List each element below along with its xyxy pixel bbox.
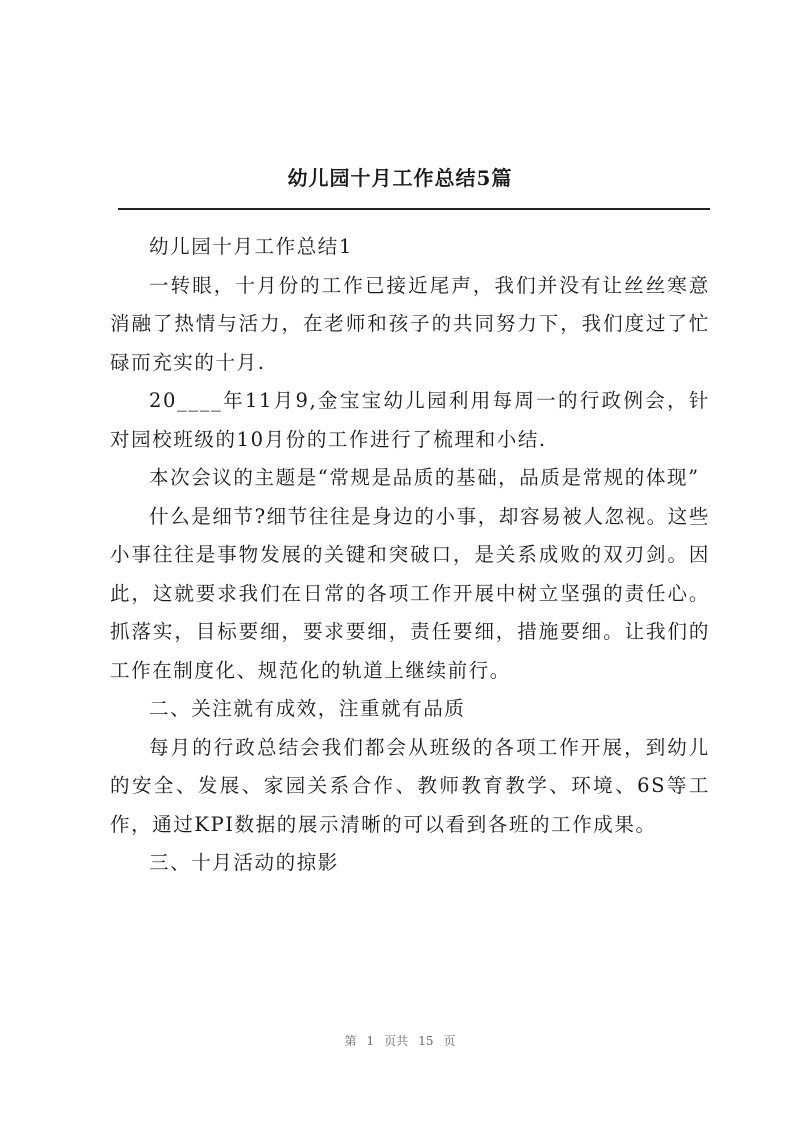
paragraph-meeting-date: 20____年11月9,金宝宝幼儿园利用每周一的行政例会，针对园校班级的10月份的工作进行了梳理和小结. [110,389,710,451]
footer-prefix: 第 [344,1034,357,1048]
footer-total-pages: 15 [418,1034,434,1048]
section-heading-3: 三、十月活动的掠影 [149,851,339,874]
document-body [110,228,710,883]
section-heading-1: 幼儿园十月工作总结1 [149,235,353,258]
footer-page-number: 1 [366,1034,375,1048]
paragraph-meeting-theme: 本次会议的主题是“常规是品质的基础，品质是常规的体现” [149,466,700,489]
page-footer [0,1032,800,1049]
document-title: 幼儿园十月工作总结5篇 [287,166,513,190]
footer-suffix: 页 [443,1034,456,1048]
section-heading-2: 二、关注就有成效，注重就有品质 [149,697,466,720]
paragraph-details: 什么是细节?细节往往是身边的小事，却容易被人忽视。这些小事往往是事物发展的关键和突破口，是关系成败的双刃剑。因此，这就要求我们在日常的各项工作开展中树立坚强的责任心。抓落实，目标要细，要求要细，责任要细，措施要细。让我们的工作在制度化、规范化的轨道上继续前行。 [110,504,710,682]
title-divider [118,208,710,210]
paragraph-intro: 一转眼，十月份的工作已接近尾声，我们并没有让丝丝寒意消融了热情与活力，在老师和孩子的共同努力下，我们度过了忙碌而充实的十月. [110,273,710,374]
footer-mid: 页共 [384,1034,409,1048]
paragraph-monthly-review: 每月的行政总结会我们都会从班级的各项工作开展，到幼儿的安全、发展、家园关系合作、教师教育教学、环境、6S等工作，通过KPI数据的展示清晰的可以看到各班的工作成果。 [110,735,710,836]
